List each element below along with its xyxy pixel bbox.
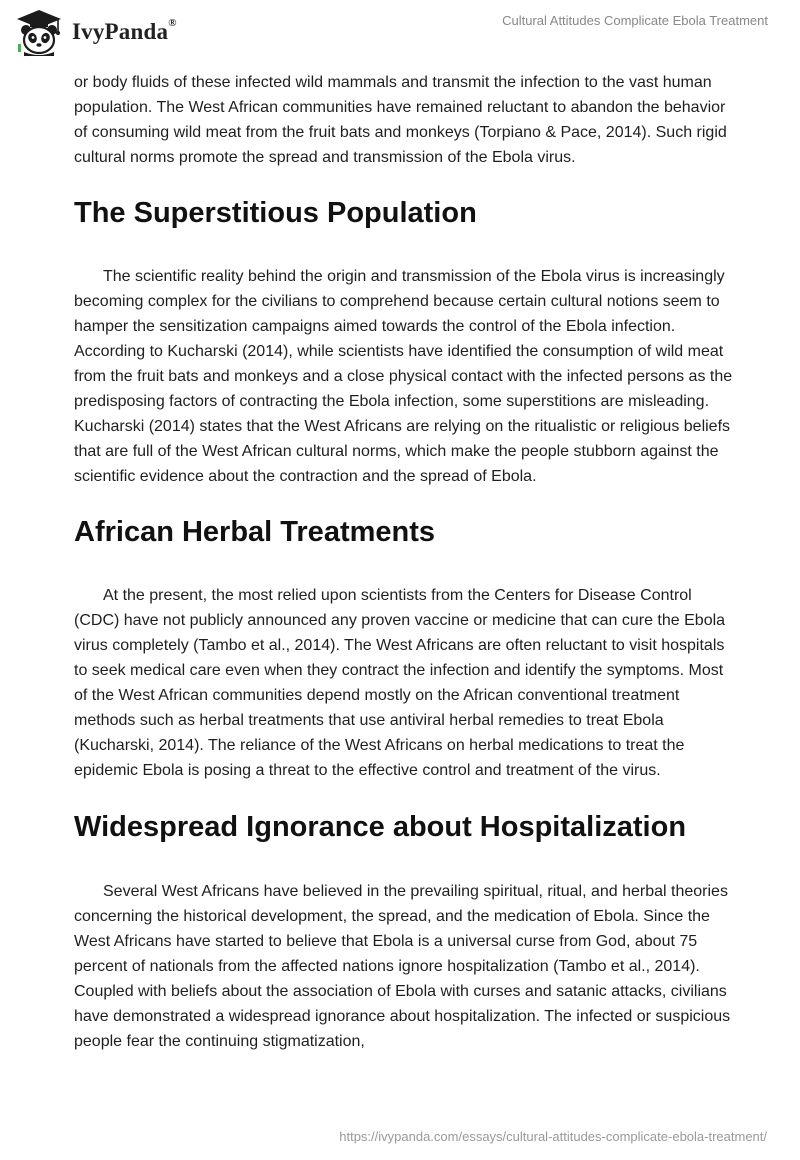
page-header — [0, 0, 800, 64]
document-title: Cultural Attitudes Complicate Ebola Treatment — [502, 13, 768, 28]
section-paragraph-superstitious-population: The scientific reality behind the origin and transmission of the Ebola virus is increasingly becoming complex for the civilians to comprehend because certain cultural notions seem to hamper the sensitization campaigns aimed towards the control of the Ebola infection. According to Kucharski (2014), while scientists have identified the consumption of wild meat from the fruit bats and monkeys and a close physical contact with the infected persons as the predisposing factors of contracting the Ebola infection, some superstitions are misleading. Kucharski (2014) states that the West Africans are relying on the ritualistic or religious beliefs that are full of the West African cultural norms, which make the people stubborn against the scientific evidence about the contraction and the spread of Ebola. — [74, 268, 733, 485]
section-paragraph-african-herbal-treatments: At the present, the most relied upon scientists from the Centers for Disease Control (CDC) have not publicly announced any proven vaccine or medicine that can cure the Ebola virus completely (Tambo et al., 2014). The West Africans are often reluctant to visit hospitals to seek medical care even when they contract the infection and identify the symptoms. Most of the West African communities depend mostly on the African conventional treatment methods such as herbal treatments that use antiviral herbal remedies to treat Ebola (Kucharski, 2014). The reliance of the West Africans on herbal medications to treat the epidemic Ebola is posing a threat to the effective control and treatment of the virus. — [74, 587, 726, 779]
brand-name: IvyPanda® — [72, 17, 177, 44]
section-heading-widespread-ignorance: Widespread Ignorance about Hospitalization — [74, 811, 687, 843]
section-heading-superstitious-population: The Superstitious Population — [74, 197, 477, 229]
brand-logo[interactable] — [14, 8, 177, 56]
essay-content — [74, 70, 734, 1054]
section-heading-african-herbal-treatments: African Herbal Treatments — [74, 516, 436, 548]
section-paragraph-widespread-ignorance: Several West Africans have believed in the prevailing spiritual, ritual, and herbal theories concerning the historical development, the spread, and the medication of Ebola. Since the West Africans have started to believe that Ebola is a universal curse from God, about 75 percent of nationals from the affected nations ignore hospitalization (Tambo et al., 2014). Coupled with beliefs about the association of Ebola with curses and satanic attacks, civilians have demonstrated a widespread ignorance about hospitalization. The infected or suspicious people fear the continuing stigmatization, — [74, 883, 731, 1050]
source-url-link[interactable]: https://ivypanda.com/essays/cultural-attitudes-complicate-ebola-treatment/ — [339, 1129, 767, 1144]
intro-paragraph: or body fluids of these infected wild mammals and transmit the infection to the vast human population. The West African communities have remained reluctant to abandon the behavior of consuming wild meat from the fruit bats and monkeys (Torpiano & Pace, 2014). Such rigid cultural norms promote the spread and transmission of the Ebola virus. — [74, 74, 727, 166]
panda-graduate-icon — [14, 8, 64, 56]
